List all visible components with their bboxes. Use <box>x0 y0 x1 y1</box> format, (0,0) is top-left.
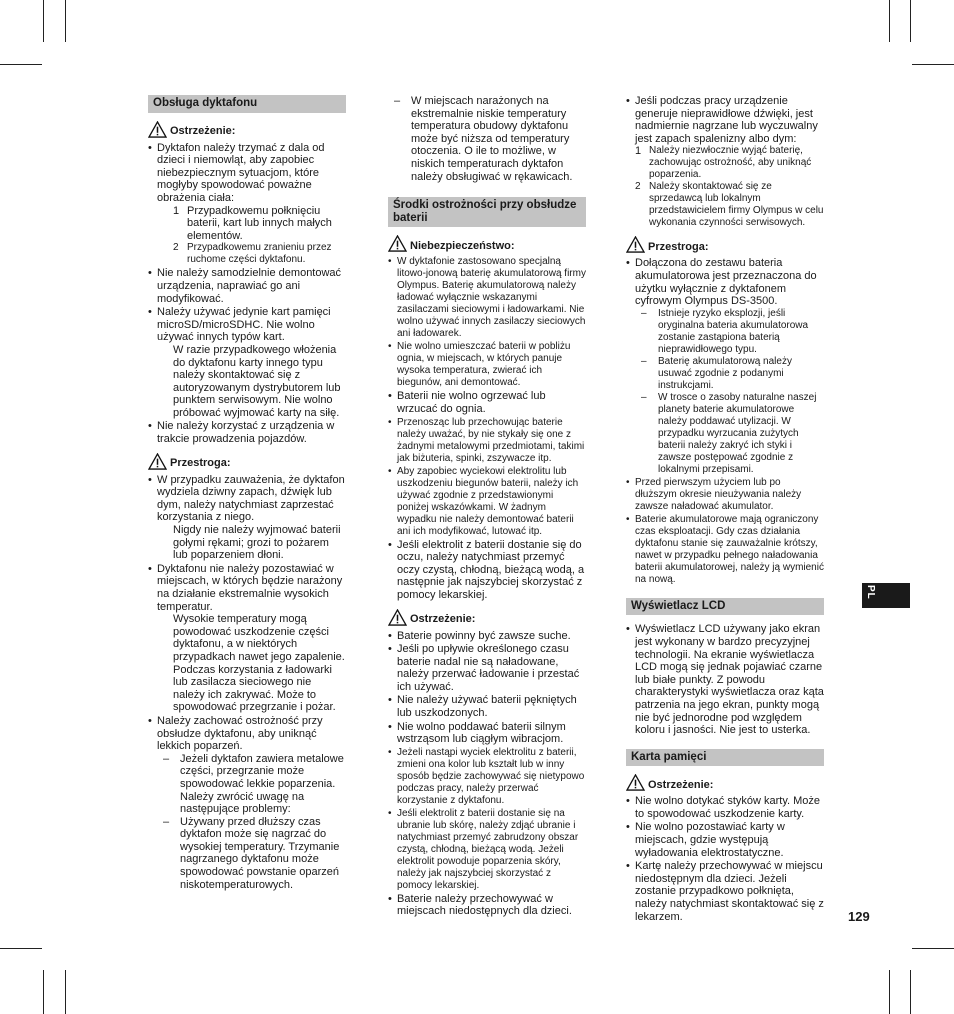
crop-mark <box>65 0 66 42</box>
list-item: • Nie należy samodzielnie demontować urządzenia, naprawiać go ani modyfikować. <box>148 267 346 305</box>
warning-triangle-icon <box>626 236 645 253</box>
warning-list <box>148 142 346 446</box>
list-item: • Dyktafon należy trzymać z dala od dzieci i niemowląt, aby zapobiec niebezpiecznym sytuacjom, które mogłyby spowodować poważne obrażenia ciała: 1 Przypadkowemu połknięciu baterii, kart lub innych małych elementów. 2 Przypadkowemu zranieniu przez ruchome części dyktafonu. <box>148 142 346 267</box>
crop-mark <box>43 970 44 1014</box>
list-item: • Aby zapobiec wyciekowi elektrolitu lub uszkodzeniu biegunów baterii, należy ich używać zgodnie z przedstawionymi poniżej wskazówkami. W żadnym wypadku nie należy demontować baterii ani ich modyfikować, lutować itp. <box>388 466 586 538</box>
list-item: • Nie wolno umieszczać baterii w pobliżu ognia, w miejscach, w których panuje wysoka temperatura, zwierać ich biegunów, ani demontować. <box>388 341 586 389</box>
warning-triangle-icon <box>148 121 167 138</box>
list-item: • Przenosząc lub przechowując baterie należy uważać, by nie stykały się one z żadnymi metalowymi przedmiotami, takimi jak biżuteria, spinki, zszywacze itp. <box>388 417 586 465</box>
list-item: • Jeśli elektrolit z baterii dostanie się na ubranie lub skórę, należy zdjąć ubranie i natychmiast przemyć zabrudzony obszar czystą, chłodną, bieżącą wodą. Jeżeli elektrolit powoduje poparzenia skóry, należy jak najszybciej skorzystać z pomocy lekarskiej. <box>388 808 586 892</box>
numbered-item: 1 Należy niezwłocznie wyjąć baterię, zachowując ostrożność, aby uniknąć poparzenia. <box>635 145 812 181</box>
card-warning-list <box>626 795 824 923</box>
crop-mark <box>912 64 954 65</box>
list-item: • Nie wolno pozostawiać karty w miejscach, gdzie występują wyładowania elektrostatyczne. <box>626 821 824 859</box>
column-1 <box>148 95 346 892</box>
page-number: 129 <box>848 909 870 924</box>
warning-triangle-icon <box>388 235 407 252</box>
warning-heading: Ostrzeżenie: <box>388 609 586 626</box>
indented-note: W razie przypadkowego włożenia do dyktafonu karty innego typu należy skontaktować się z autoryzowanym dystrybutorem lub punktem serwisowym. Nie wolno próbować wyjmować karty na siłę. <box>173 343 341 419</box>
dash-item: – W miejscach narażonych na ekstremalnie niskie temperatury temperatura obudowy dyktafonu może być niższa od temperatury otoczenia. O ile to możliwe, w niskich temperaturach dyktafon należy obsługiwać w rękawicach. <box>394 95 573 183</box>
section-header-card: Karta pamięci <box>626 749 824 767</box>
caution-list <box>148 474 346 892</box>
dash-item: – Używany przed dłuższy czas dyktafon może się nagrzać do wysokiej temperatury. Trzymanie nagrzanego dyktafonu może spowodować powstanie oparzeń niskotemperaturowych. <box>163 815 340 891</box>
list-item: • Wyświetlacz LCD używany jako ekran jest wykonany w bardzo precyzyjnej technologii. Na ekranie wyświetlacza LCD mogą się jednak pojawiać czarne lub białe punkty. Z powodu charakterystyki wyświetlacza oraz kąta patrzenia na jego ekran, punkty mogą nie być jednorodne pod względem koloru i jasności. Nie jest to usterka. <box>626 623 824 736</box>
list-item: • Baterie powinny być zawsze suche. <box>388 630 586 643</box>
list-item: • Dołączona do zestawu bateria akumulatorowa jest przeznaczona do użytku wyłącznie z dyktafonem cyfrowym Olympus DS-3500. – Istnieje ryzyko eksplozji, jeśli oryginalna bateria akumulatorowa zostanie zastąpiona baterią nieprawidłowego typu. – Baterię akumulatorową należy usuwać zgodnie z podanymi instrukcjami. – W trosce o zasoby naturalne naszej planety baterie akumulatorowe należy poddawać utylizacji. W przypadku wyrzucania zużytych baterii należy zakryć ich styki i zawsze postępować zgodnie z lokalnymi przepisami. <box>626 257 824 475</box>
list-item: • Nie wolno dotykać styków karty. Może to spowodować uszkodzenie karty. <box>626 795 824 820</box>
crop-mark <box>910 970 911 1014</box>
caution-heading: Przestroga: <box>148 453 346 470</box>
list-item: • Nie należy używać baterii pękniętych lub uszkodzonych. <box>388 694 586 719</box>
list-item: • W przypadku zauważenia, że dyktafon wydziela dziwny zapach, dźwięk lub dym, należy natychmiast zaprzestać korzystania z niego. Nigdy nie należy wyjmować baterii gołymi rękami; grozi to pożarem lub poparzeniem dłoni. <box>148 474 346 562</box>
list-item: • Nie wolno poddawać baterii silnym wstrząsom lub ciągłym wibracjom. <box>388 721 586 746</box>
warning-heading: Ostrzeżenie: <box>626 774 824 791</box>
warning-triangle-icon <box>388 609 407 626</box>
section-header-device: Obsługa dyktafonu <box>148 95 346 113</box>
column-3 <box>626 95 824 924</box>
crop-mark <box>910 0 911 42</box>
danger-heading: Niebezpieczeństwo: <box>388 235 586 252</box>
indented-note: Wysokie temperatury mogą powodować uszkodzenie części dyktafonu, a w niektórych przypadkach nawet jego zapalenie. Podczas korzystania z ładowarki lub zasilacza sieciowego nie należy ich zakrywać. Może to spowodować przegrzanie i pożar. <box>173 613 345 714</box>
caution-heading: Przestroga: <box>626 236 824 253</box>
crop-mark <box>0 64 42 65</box>
caution-list <box>626 257 824 585</box>
section-header-lcd: Wyświetlacz LCD <box>626 598 824 616</box>
section-header-battery: Środki ostrożności przy obsłudze baterii <box>388 197 586 227</box>
list-item: • Przed pierwszym użyciem lub po dłuższym okresie nieużywania należy zawsze naładować akumulator. <box>626 477 824 513</box>
list-item: • Kartę należy przechowywać w miejscu niedostępnym dla dzieci. Jeżeli zostanie przypadkowo połknięta, należy natychmiast skontaktować się z lekarzem. <box>626 860 824 923</box>
numbered-item: 1 Przypadkowemu połknięciu baterii, kart lub innych małych elementów. <box>173 204 332 242</box>
dash-item: – Jeżeli dyktafon zawiera metalowe części, przegrzanie może spowodować lekkie poparzenia. Należy zwrócić uwagę na następujące problemy: <box>163 752 344 816</box>
danger-list <box>388 256 586 601</box>
list-item: • Należy używać jedynie kart pamięci microSD/microSDHC. Nie wolno używać innych typów kart. W razie przypadkowego włożenia do dyktafonu karty innego typu należy skontaktować się z autoryzowanym dystrybutorem lub punktem serwisowym. Nie wolno próbować wyjmować karty na siłę. <box>148 306 346 419</box>
dash-item: – Baterię akumulatorową należy usuwać zgodnie z podanymi instrukcjami. <box>641 355 792 391</box>
list-item: • Baterie akumulatorowe mają ograniczony czas eksploatacji. Gdy czas działania dyktafonu stanie się zauważalnie krótszy, nawet w przypadku pełnego naładowania baterii akumulatorowej, należy ją wymienić na nową. <box>626 514 824 586</box>
list-item: • Należy zachować ostrożność przy obsłudze dyktafonu, aby uniknąć lekkich poparzeń. – Jeżeli dyktafon zawiera metalowe części, przegrzanie może spowodować lekkie poparzenia. Należy zwrócić uwagę na następujące problemy: – Używany przed dłuższy czas dyktafon może się nagrzać do wysokiej temperatury. Trzymanie nagrzanego dyktafonu może spowodować powstanie oparzeń niskotemperaturowych. <box>148 715 346 891</box>
warning-list <box>388 630 586 919</box>
dash-item: – W trosce o zasoby naturalne naszej planety baterie akumulatorowe należy poddawać utylizacji. W przypadku wyrzucania zużytych baterii należy zakryć ich styki i zawsze postępować zgodnie z lokalnymi przepisami. <box>641 391 817 475</box>
list-item: • Jeśli podczas pracy urządzenie generuje nieprawidłowe dźwięki, jest nadmiernie nagrzane lub wyczuwalny jest zapach spalenizny albo dym: 1 Należy niezwłocznie wyjąć baterię, zachowując ostrożność, aby uniknąć poparzenia. 2 Należy skontaktować się ze sprzedawcą lub lokalnym przedstawicielem firmy Olympus w celu wykonania czynności serwisowych. <box>626 95 824 229</box>
list-item: • Dyktafonu nie należy pozostawiać w miejscach, w których będzie narażony na działanie ekstremalnie wysokich temperatur. Wysokie temperatury mogą powodować uszkodzenie części dyktafonu, a w niektórych przypadkach nawet jego zapalenie. Podczas korzystania z ładowarki lub zasilacza sieciowego nie należy ich zakrywać. Może to spowodować przegrzanie i pożar. <box>148 563 346 714</box>
crop-mark <box>0 948 42 949</box>
list-item: • W dyktafonie zastosowano specjalną litowo-jonową baterię akumulatorową firmy Olympus. Baterię akumulatorową należy ładować wyłącznie wskazanymi zasilaczami sieciowymi i ładowarkami. Nie wolno używać innych zasilaczy sieciowych ani ładowarek. <box>388 256 586 340</box>
list-item: • Jeśli po upływie określonego czasu baterie nadal nie są naładowane, należy przerwać ładowanie i przestać ich używać. <box>388 643 586 693</box>
crop-mark <box>889 970 890 1014</box>
indented-note: Nigdy nie należy wyjmować baterii gołymi rękami; grozi to pożarem lub poparzeniem dłoni. <box>173 524 341 562</box>
list-item: • Jeżeli nastąpi wyciek elektrolitu z baterii, zmieni ona kolor lub kształt lub w inny sposób będzie zachowywać się nietypowo podczas pracy, należy przerwać korzystanie z dyktafonu. <box>388 747 586 807</box>
list <box>626 95 824 229</box>
list-item: • Baterie należy przechowywać w miejscach niedostępnych dla dzieci. <box>388 893 586 918</box>
crop-mark <box>889 0 890 42</box>
list-item: • Jeśli elektrolit z baterii dostanie się do oczu, należy natychmiast przemyć oczy czystą, chłodną, bieżącą wodą, a następnie jak najszybciej skorzystać z pomocy lekarskiej. <box>388 539 586 602</box>
warning-triangle-icon <box>148 453 167 470</box>
warning-heading: Ostrzeżenie: <box>148 121 346 138</box>
lcd-list <box>626 623 824 736</box>
list-item: • Baterii nie wolno ogrzewać lub wrzucać do ognia. <box>388 390 586 415</box>
numbered-item: 2 Przypadkowemu zranieniu przez ruchome części dyktafonu. <box>173 242 332 266</box>
warning-triangle-icon <box>626 774 645 791</box>
crop-mark <box>43 0 44 42</box>
column-2 <box>388 95 586 919</box>
numbered-item: 2 Należy skontaktować się ze sprzedawcą lub lokalnym przedstawicielem firmy Olympus w celu wykonania czynności serwisowych. <box>635 181 824 229</box>
language-tab: PL <box>862 583 910 608</box>
dash-item: – Istnieje ryzyko eksplozji, jeśli oryginalna bateria akumulatorowa zostanie zastąpiona baterią nieprawidłowego typu. <box>641 307 809 355</box>
crop-mark <box>912 948 954 949</box>
crop-mark <box>65 970 66 1014</box>
list-item: • Nie należy korzystać z urządzenia w trakcie prowadzenia pojazdów. <box>148 420 346 445</box>
